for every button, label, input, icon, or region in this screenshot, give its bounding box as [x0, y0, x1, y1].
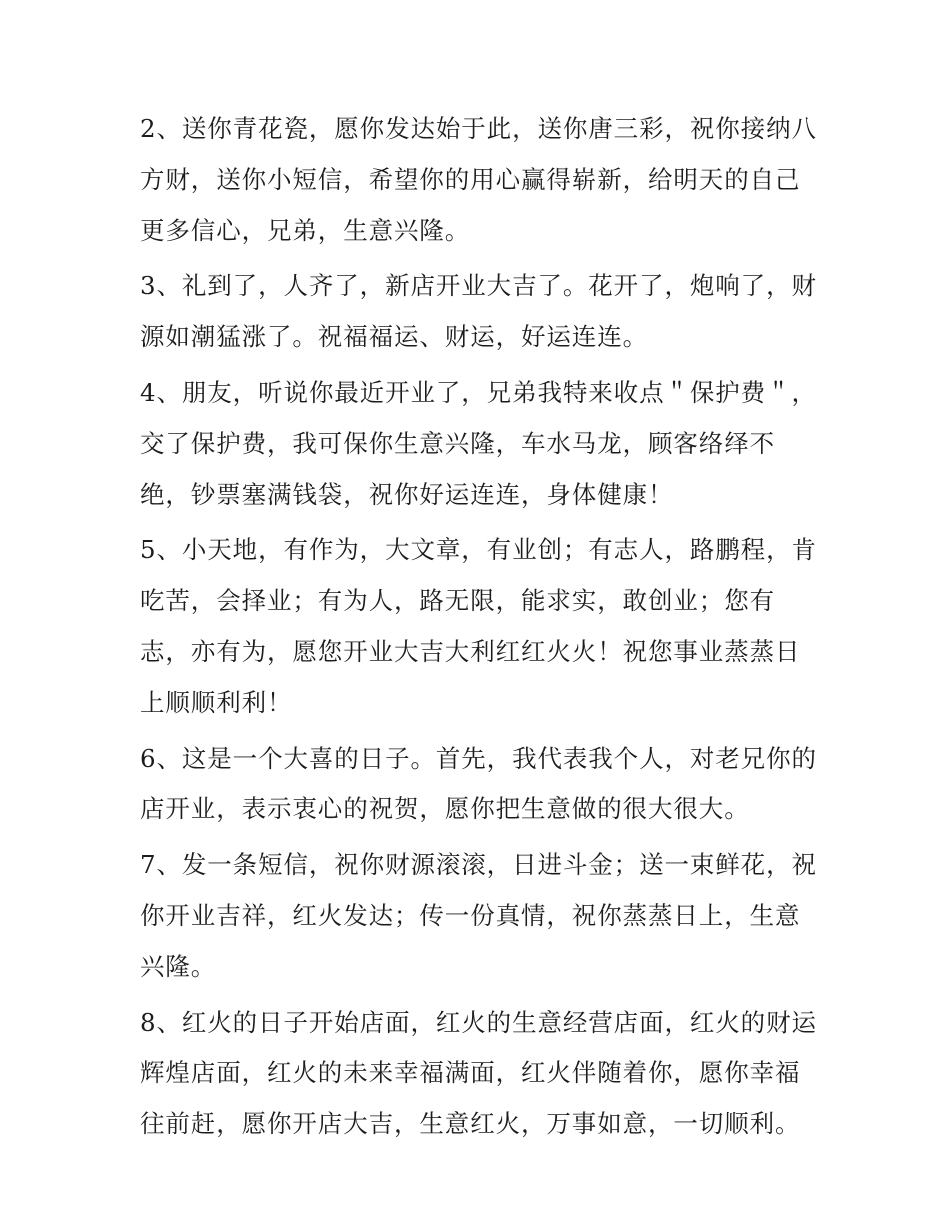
paragraph-6: 6、这是一个大喜的日子。首先，我代表我个人，对老兄你的店开业，表示衷心的祝贺，愿你把生意做的很大很大。 — [140, 743, 817, 824]
paragraph-7: 7、发一条短信，祝你财源滚滚，日进斗金；送一束鲜花，祝你开业吉祥，红火发达；传一份真情，祝你蒸蒸日上，生意兴隆。 — [140, 850, 817, 981]
paragraph-4: 4、朋友，听说你最近开业了，兄弟我特来收点＂保护费＂，交了保护费，我可保你生意兴隆，车水马龙，顾客络绎不绝，钞票塞满钱袋，祝你好运连连，身体健康！ — [140, 377, 817, 509]
paragraph-8: 8、红火的日子开始店面，红火的生意经营店面，红火的财运辉煌店面，红火的未来幸福满面，红火伴随着你，愿你幸福往前赶，愿你开店大吉，生意红火，万事如意，一切顺利。 — [140, 1007, 817, 1139]
paragraph-3: 3、礼到了，人齐了，新店开业大吉了。花开了，炮响了，财源如潮猛涨了。祝福福运、财运，好运连连。 — [140, 271, 817, 352]
document-body — [140, 104, 820, 1155]
paragraph-2: 2、送你青花瓷，愿你发达始于此，送你唐三彩，祝你接纳八方财，送你小短信，希望你的用心赢得崭新，给明天的自己更多信心，兄弟，生意兴隆。 — [140, 114, 817, 245]
paragraph-5: 5、小天地，有作为，大文章，有业创；有志人，路鹏程，肯吃苦，会择业；有为人，路无限，能求实，敢创业；您有志，亦有为，愿您开业大吉大利红红火火！祝您事业蒸蒸日上顺顺利利！ — [140, 535, 817, 717]
